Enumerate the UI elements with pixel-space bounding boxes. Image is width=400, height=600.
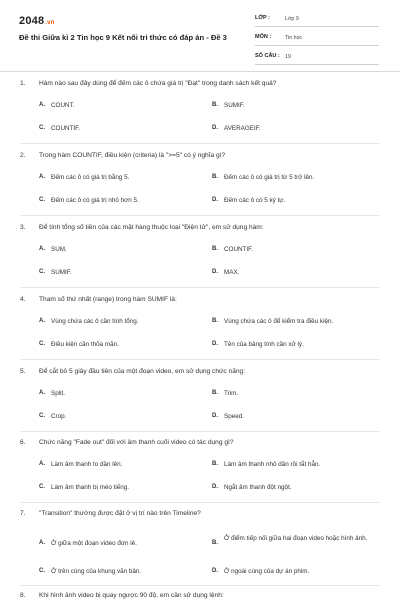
question-number: 3. [20, 224, 26, 231]
question-number: 5. [20, 368, 26, 375]
question-divider [20, 431, 380, 432]
meta-value: Tin học [285, 34, 303, 41]
page-title: Đề thi Giữa kì 2 Tin học 9 Kết nối tri thức có đáp án - Đề 3 [19, 33, 227, 42]
question-text: Để cắt bỏ 5 giây đầu tiên của một đoạn video, em sử dụng chức năng: [39, 368, 246, 375]
meta-value: Lớp 9 [285, 15, 299, 22]
question-divider [20, 215, 380, 216]
question-text: Trong hàm COUNTIF, điều kiện (criteria) là ">=5" có ý nghĩa gì? [39, 152, 226, 159]
question-number: 4. [20, 296, 26, 303]
meta-label: SỐ CÂU : [255, 53, 280, 59]
question-number: 2. [20, 152, 26, 159]
meta-row-subject [255, 33, 379, 46]
question-divider [20, 143, 380, 144]
question-number: 8. [20, 592, 26, 599]
meta-label: MÔN : [255, 34, 272, 40]
question-text: Khi hình ảnh video bị quay ngược 90 độ, em cần sử dụng lệnh: [39, 592, 224, 599]
meta-row-class [255, 14, 379, 27]
question-text: "Transition" thường được đặt ở vị trí nào trên Timeline? [39, 510, 201, 517]
question-divider [20, 359, 380, 360]
question-divider [20, 502, 380, 503]
meta-value: 19 [285, 53, 291, 60]
question-divider [20, 287, 380, 288]
site-logo[interactable]: 2048.vn [19, 15, 55, 27]
question-number: 6. [20, 439, 26, 446]
question-divider [20, 585, 380, 586]
exam-meta [255, 14, 379, 71]
question-text: Chức năng "Fade out" đối với âm thanh cuối video có tác dụng gì? [39, 439, 234, 446]
header-divider [0, 71, 400, 72]
question-text: Tham số thứ nhất (range) trong hàm SUMIF là: [39, 296, 177, 303]
question-number: 7. [20, 510, 26, 517]
document-header [0, 0, 400, 70]
question-text: Hàm nào sau đây dùng để đếm các ô chứa giá trị "Đạt" trong danh sách kết quả? [39, 80, 277, 87]
question-number: 1. [20, 80, 26, 87]
question-text: Để tính tổng số tiền của các mặt hàng thuộc loại "Điện tử", em sử dụng hàm: [39, 224, 264, 231]
meta-label: LỚP : [255, 15, 270, 21]
meta-row-count [255, 52, 379, 65]
